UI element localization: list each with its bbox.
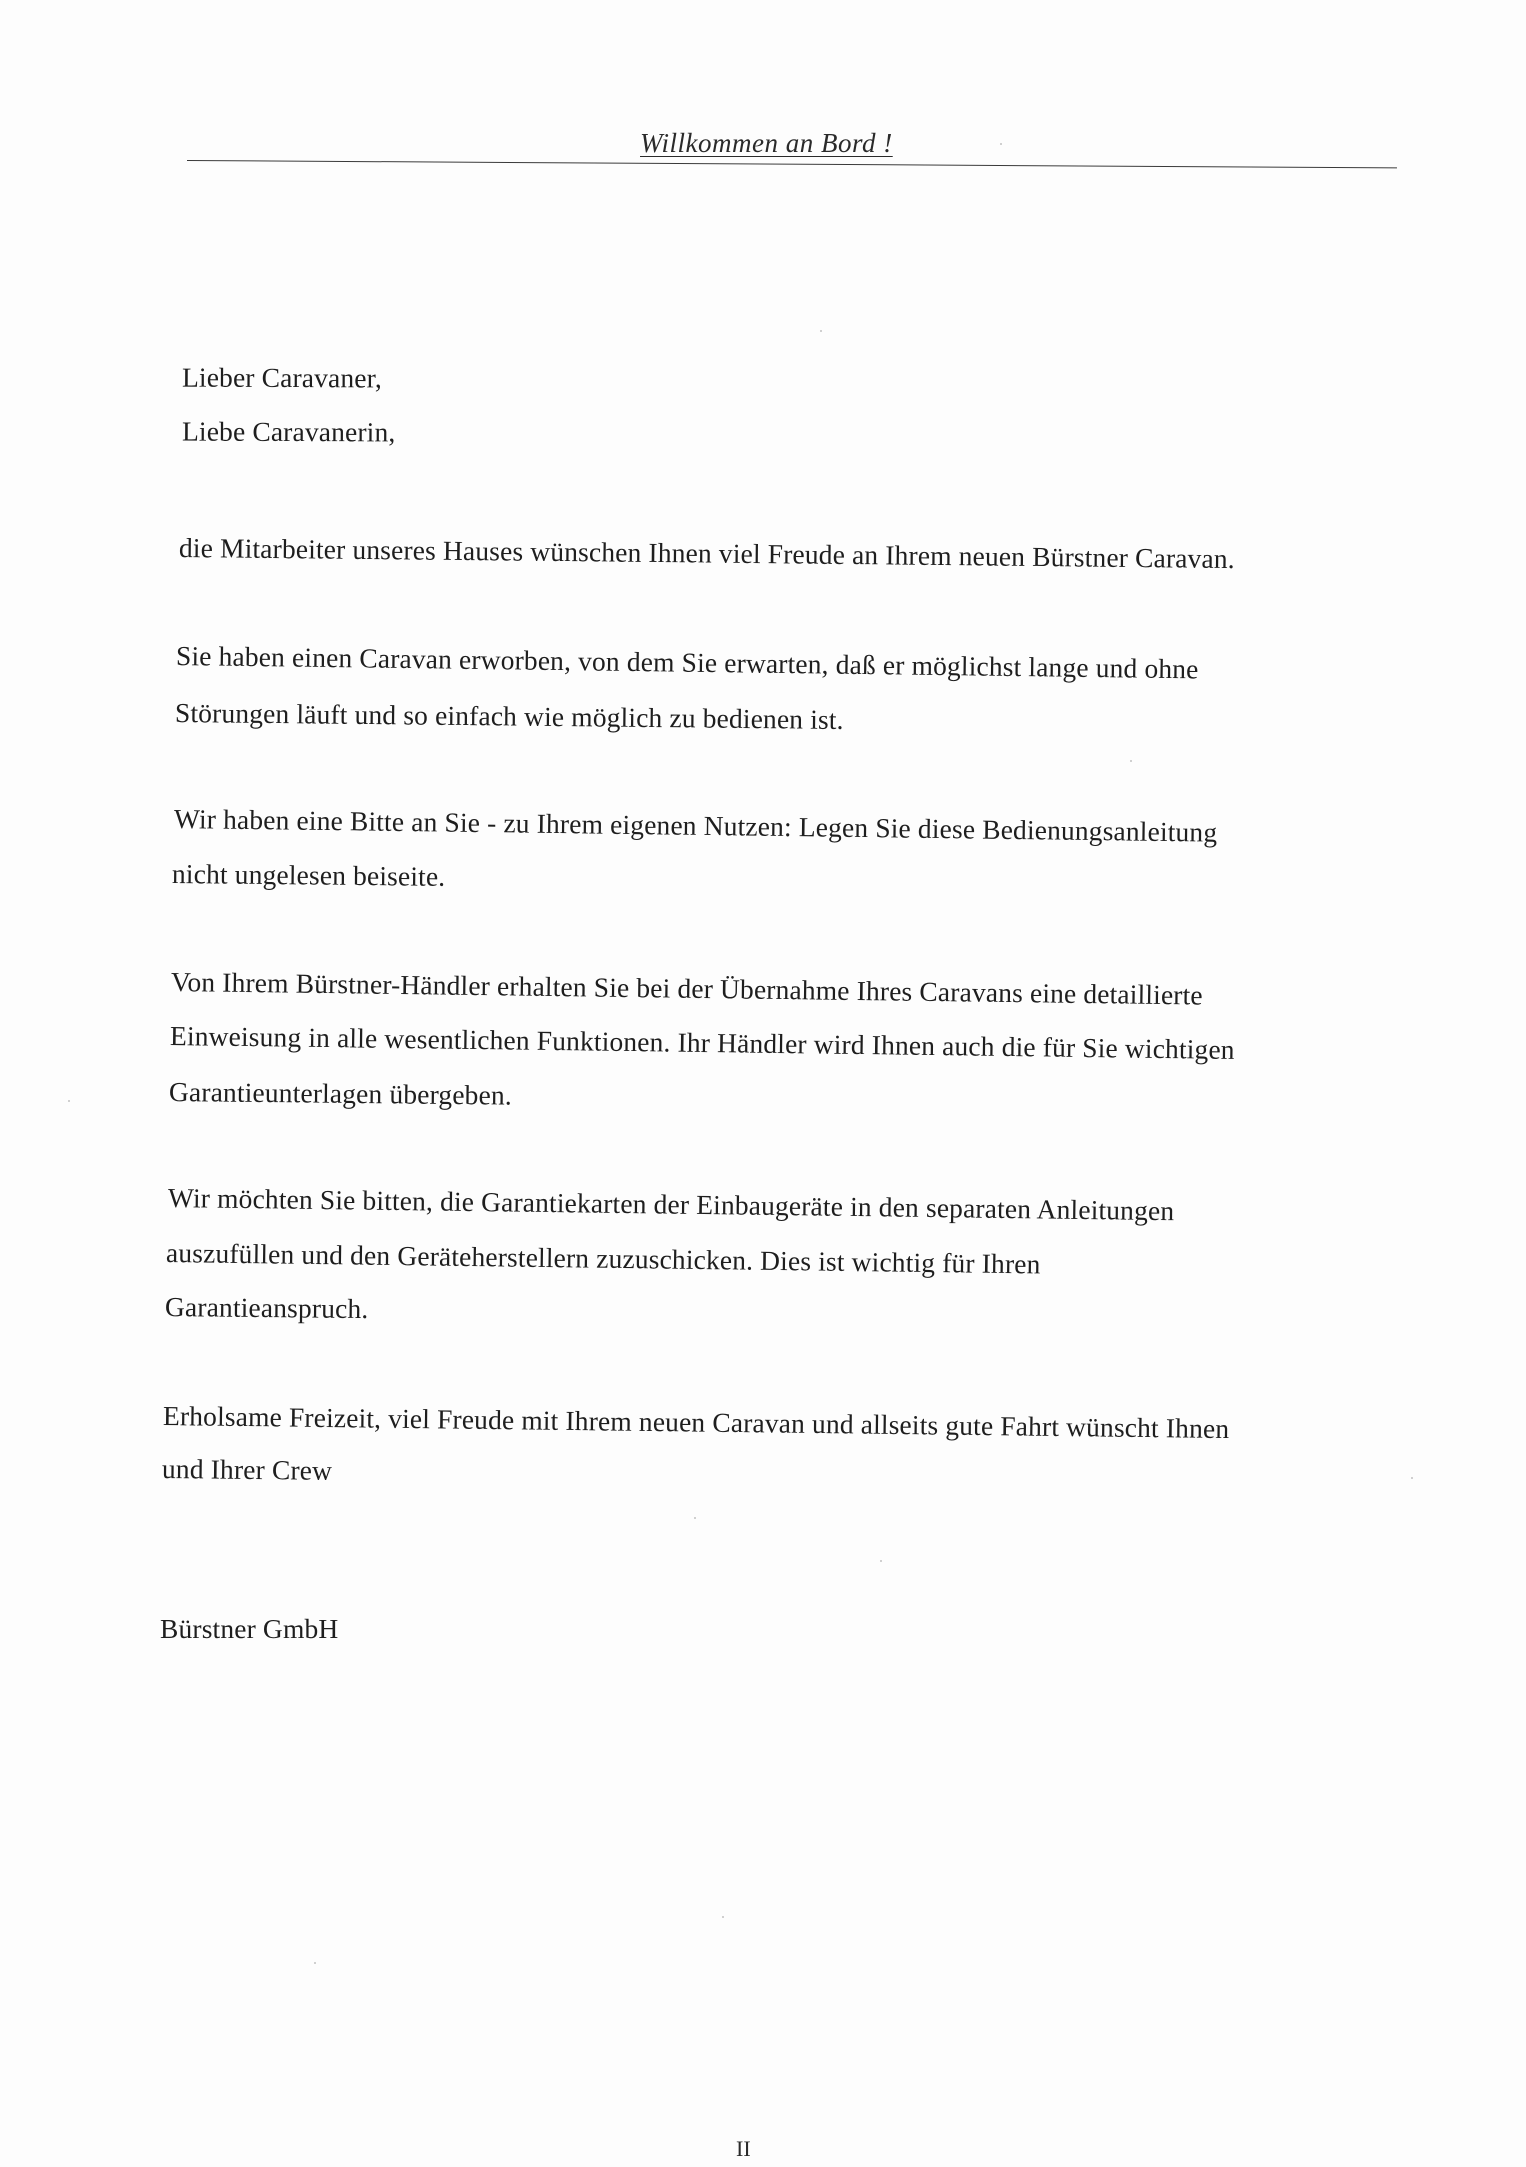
scan-speck — [68, 1100, 70, 1102]
paragraph-line: Erholsame Freizeit, viel Freude mit Ihrem neuen Caravan und allseits gute Fahrt wünscht Ihnen — [162, 1400, 1230, 1445]
paragraph-line: Wir möchten Sie bitten, die Garantiekarten der Einbaugeräte in den separaten Anleitungen — [167, 1182, 1175, 1227]
scan-speck — [1411, 1477, 1413, 1479]
paragraph-line: und Ihrer Crew — [161, 1453, 333, 1486]
paragraph-line: nicht ungelesen beiseite. — [171, 858, 446, 892]
signature: Bürstner GmbH — [160, 1613, 339, 1644]
paragraph-line: Garantieunterlagen übergeben. — [168, 1076, 513, 1111]
paragraph-line: Garantieanspruch. — [164, 1291, 369, 1325]
paragraph-line: Einweisung in alle wesentlichen Funktionen. Ihr Händler wird Ihnen auch die für Sie wichtigen — [169, 1020, 1235, 1065]
salutation-line: Liebe Caravanerin, — [181, 415, 396, 448]
scan-speck — [1000, 143, 1002, 145]
paragraph-line: Wir haben eine Bitte an Sie - zu Ihrem eigenen Nutzen: Legen Sie diese Bedienungsanleitung — [173, 803, 1218, 848]
salutation-line: Lieber Caravaner, — [181, 361, 383, 394]
scan-speck — [722, 1916, 724, 1918]
paragraph-line: auszufüllen und den Geräteherstellern zuzuschicken. Dies ist wichtig für Ihren — [165, 1237, 1041, 1280]
page-title: Willkommen an Bord ! — [640, 128, 893, 158]
paragraph-line: Von Ihrem Bürstner-Händler erhalten Sie bei der Übernahme Ihres Caravans eine detaillierte — [170, 966, 1203, 1011]
paragraph-line: Sie haben einen Caravan erworben, von dem Sie erwarten, daß er möglichst lange und ohne — [175, 640, 1199, 685]
page-number: II — [736, 2136, 751, 2161]
scan-speck — [694, 1517, 696, 1519]
scan-speck — [314, 1962, 316, 1964]
header-rule — [187, 160, 1397, 168]
scan-speck — [1130, 760, 1132, 762]
paragraph-line: Störungen läuft und so einfach wie möglich zu bedienen ist. — [174, 697, 844, 736]
paragraph-line: die Mitarbeiter unseres Hauses wünschen Ihnen viel Freude an Ihrem neuen Bürstner Caravan. — [178, 532, 1235, 575]
scan-speck — [820, 330, 822, 332]
scan-speck — [880, 1560, 882, 1562]
